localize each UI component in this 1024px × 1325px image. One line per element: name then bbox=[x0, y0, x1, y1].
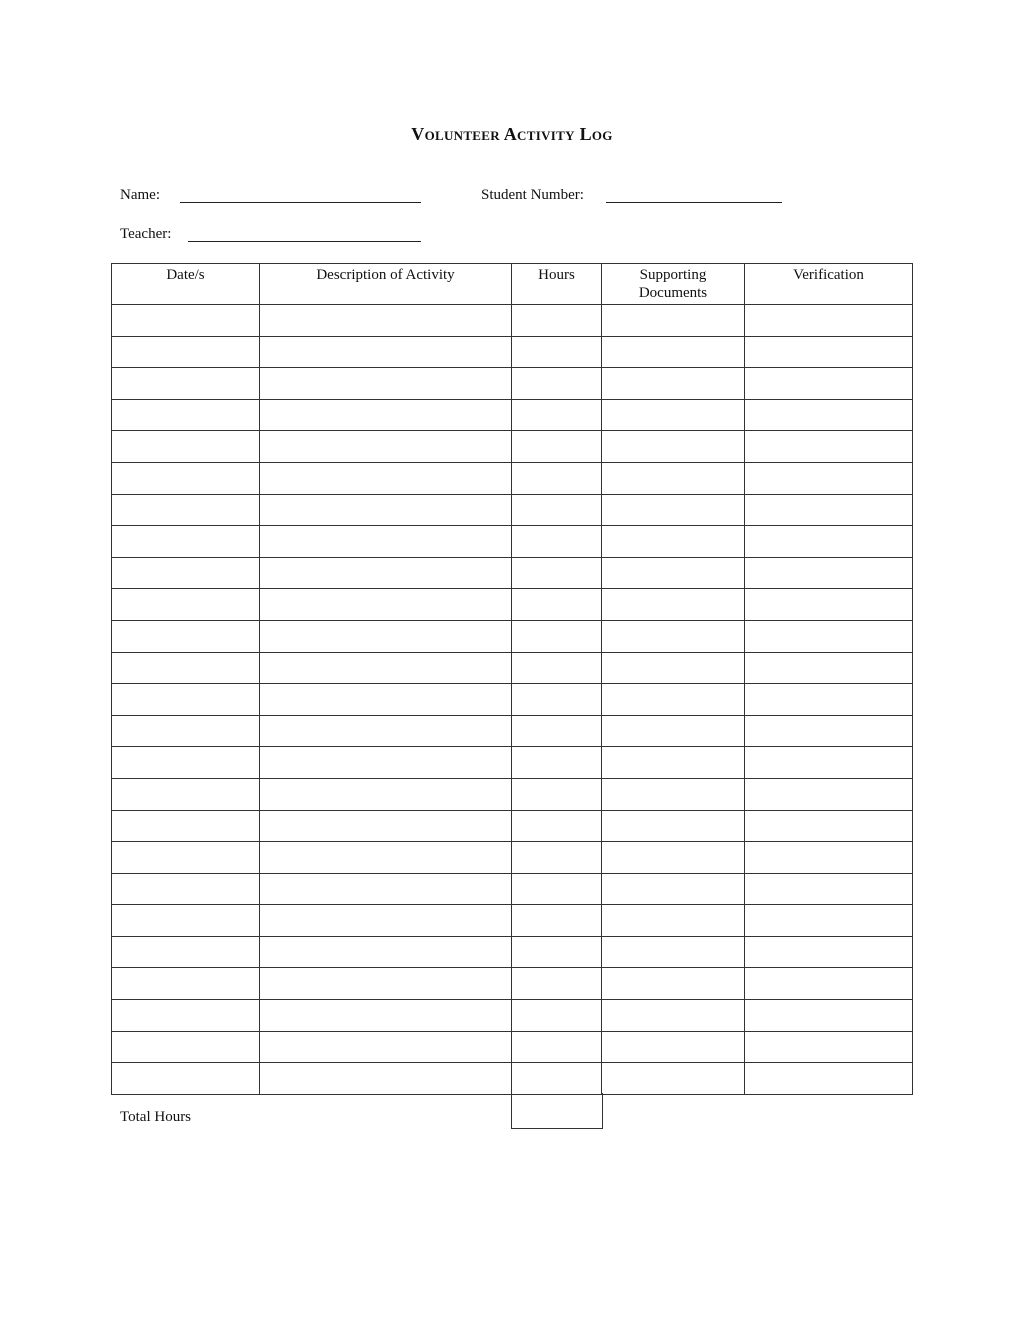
hours-cell[interactable] bbox=[512, 1063, 602, 1095]
header-verification: Verification bbox=[745, 264, 913, 305]
table-row bbox=[112, 494, 913, 526]
supporting-documents-cell[interactable] bbox=[602, 810, 745, 842]
date-cell[interactable] bbox=[112, 873, 260, 905]
description-cell[interactable] bbox=[260, 620, 512, 652]
verification-cell[interactable] bbox=[745, 431, 913, 463]
header-description: Description of Activity bbox=[260, 264, 512, 305]
verification-cell[interactable] bbox=[745, 494, 913, 526]
supporting-documents-cell[interactable] bbox=[602, 747, 745, 779]
table-body bbox=[112, 305, 913, 1095]
date-cell[interactable] bbox=[112, 1031, 260, 1063]
verification-cell[interactable] bbox=[745, 305, 913, 337]
description-cell[interactable] bbox=[260, 936, 512, 968]
supporting-documents-cell[interactable] bbox=[602, 1000, 745, 1032]
supporting-documents-cell[interactable] bbox=[602, 652, 745, 684]
supporting-documents-cell[interactable] bbox=[602, 399, 745, 431]
description-cell[interactable] bbox=[260, 399, 512, 431]
date-cell[interactable] bbox=[112, 494, 260, 526]
supporting-documents-cell[interactable] bbox=[602, 842, 745, 874]
description-cell[interactable] bbox=[260, 747, 512, 779]
student-number-label: Student Number: bbox=[481, 187, 584, 203]
table-row bbox=[112, 431, 913, 463]
header-hours: Hours bbox=[512, 264, 602, 305]
verification-cell[interactable] bbox=[745, 778, 913, 810]
date-cell[interactable] bbox=[112, 1000, 260, 1032]
hours-cell[interactable] bbox=[512, 620, 602, 652]
description-cell[interactable] bbox=[260, 873, 512, 905]
date-cell[interactable] bbox=[112, 557, 260, 589]
table-row bbox=[112, 936, 913, 968]
supporting-documents-cell[interactable] bbox=[602, 1031, 745, 1063]
description-cell[interactable] bbox=[260, 1000, 512, 1032]
hours-cell[interactable] bbox=[512, 936, 602, 968]
verification-cell[interactable] bbox=[745, 399, 913, 431]
date-cell[interactable] bbox=[112, 589, 260, 621]
description-cell[interactable] bbox=[260, 368, 512, 400]
verification-cell[interactable] bbox=[745, 747, 913, 779]
table-row bbox=[112, 557, 913, 589]
hours-cell[interactable] bbox=[512, 1031, 602, 1063]
activity-log-table bbox=[111, 263, 913, 1095]
table-row bbox=[112, 810, 913, 842]
table-row bbox=[112, 336, 913, 368]
description-cell[interactable] bbox=[260, 494, 512, 526]
hours-cell[interactable] bbox=[512, 810, 602, 842]
supporting-documents-cell[interactable] bbox=[602, 494, 745, 526]
verification-cell[interactable] bbox=[745, 1063, 913, 1095]
supporting-documents-cell[interactable] bbox=[602, 462, 745, 494]
verification-cell[interactable] bbox=[745, 684, 913, 716]
date-cell[interactable] bbox=[112, 336, 260, 368]
date-cell[interactable] bbox=[112, 810, 260, 842]
header-dates: Date/s bbox=[112, 264, 260, 305]
hours-cell[interactable] bbox=[512, 968, 602, 1000]
hours-cell[interactable] bbox=[512, 557, 602, 589]
supporting-documents-cell[interactable] bbox=[602, 305, 745, 337]
date-cell[interactable] bbox=[112, 399, 260, 431]
supporting-documents-cell[interactable] bbox=[602, 368, 745, 400]
date-cell[interactable] bbox=[112, 1063, 260, 1095]
table-row bbox=[112, 1000, 913, 1032]
verification-cell[interactable] bbox=[745, 368, 913, 400]
date-cell[interactable] bbox=[112, 715, 260, 747]
supporting-documents-cell[interactable] bbox=[602, 873, 745, 905]
description-cell[interactable] bbox=[260, 1063, 512, 1095]
hours-cell[interactable] bbox=[512, 368, 602, 400]
table-row bbox=[112, 778, 913, 810]
description-cell[interactable] bbox=[260, 778, 512, 810]
supporting-documents-cell[interactable] bbox=[602, 684, 745, 716]
description-cell[interactable] bbox=[260, 684, 512, 716]
teacher-label: Teacher: bbox=[120, 226, 172, 242]
verification-cell[interactable] bbox=[745, 652, 913, 684]
total-hours-label: Total Hours bbox=[120, 1109, 192, 1125]
description-cell[interactable] bbox=[260, 589, 512, 621]
description-cell[interactable] bbox=[260, 810, 512, 842]
hours-cell[interactable] bbox=[512, 1000, 602, 1032]
verification-cell[interactable] bbox=[745, 810, 913, 842]
date-cell[interactable] bbox=[112, 526, 260, 558]
header-supporting-documents-label: Supporting Documents bbox=[638, 267, 708, 301]
description-cell[interactable] bbox=[260, 557, 512, 589]
date-cell[interactable] bbox=[112, 431, 260, 463]
date-cell[interactable] bbox=[112, 778, 260, 810]
supporting-documents-cell[interactable] bbox=[602, 431, 745, 463]
table-header-row bbox=[112, 264, 913, 305]
name-blank[interactable] bbox=[180, 202, 421, 203]
hours-cell[interactable] bbox=[512, 873, 602, 905]
date-cell[interactable] bbox=[112, 936, 260, 968]
description-cell[interactable] bbox=[260, 336, 512, 368]
verification-cell[interactable] bbox=[745, 526, 913, 558]
student-number-field[interactable] bbox=[481, 187, 584, 204]
hours-cell[interactable] bbox=[512, 715, 602, 747]
hours-cell[interactable] bbox=[512, 778, 602, 810]
hours-cell[interactable] bbox=[512, 905, 602, 937]
supporting-documents-cell[interactable] bbox=[602, 557, 745, 589]
verification-cell[interactable] bbox=[745, 968, 913, 1000]
supporting-documents-cell[interactable] bbox=[602, 968, 745, 1000]
description-cell[interactable] bbox=[260, 715, 512, 747]
header-supporting-documents bbox=[602, 264, 745, 305]
supporting-documents-cell[interactable] bbox=[602, 778, 745, 810]
total-hours-box[interactable] bbox=[511, 1093, 603, 1129]
verification-cell[interactable] bbox=[745, 336, 913, 368]
table-row bbox=[112, 715, 913, 747]
description-cell[interactable] bbox=[260, 526, 512, 558]
table-row bbox=[112, 526, 913, 558]
table-row bbox=[112, 620, 913, 652]
date-cell[interactable] bbox=[112, 652, 260, 684]
table-row bbox=[112, 1063, 913, 1095]
table-row bbox=[112, 873, 913, 905]
table-row bbox=[112, 684, 913, 716]
description-cell[interactable] bbox=[260, 462, 512, 494]
description-cell[interactable] bbox=[260, 652, 512, 684]
date-cell[interactable] bbox=[112, 462, 260, 494]
date-cell[interactable] bbox=[112, 747, 260, 779]
hours-cell[interactable] bbox=[512, 842, 602, 874]
hours-cell[interactable] bbox=[512, 747, 602, 779]
hours-cell[interactable] bbox=[512, 589, 602, 621]
table-row bbox=[112, 589, 913, 621]
table-row bbox=[112, 368, 913, 400]
hours-cell[interactable] bbox=[512, 462, 602, 494]
date-cell[interactable] bbox=[112, 842, 260, 874]
name-label: Name: bbox=[120, 187, 160, 203]
name-field[interactable] bbox=[120, 187, 160, 204]
teacher-field[interactable] bbox=[120, 226, 171, 243]
date-cell[interactable] bbox=[112, 368, 260, 400]
supporting-documents-cell[interactable] bbox=[602, 1063, 745, 1095]
description-cell[interactable] bbox=[260, 305, 512, 337]
description-cell[interactable] bbox=[260, 431, 512, 463]
student-number-blank[interactable] bbox=[606, 202, 782, 203]
table-row bbox=[112, 652, 913, 684]
table-row bbox=[112, 462, 913, 494]
date-cell[interactable] bbox=[112, 305, 260, 337]
description-cell[interactable] bbox=[260, 968, 512, 1000]
supporting-documents-cell[interactable] bbox=[602, 336, 745, 368]
verification-cell[interactable] bbox=[745, 620, 913, 652]
description-cell[interactable] bbox=[260, 905, 512, 937]
verification-cell[interactable] bbox=[745, 557, 913, 589]
hours-cell[interactable] bbox=[512, 305, 602, 337]
page-title: Volunteer Activity Log bbox=[411, 124, 613, 144]
date-cell[interactable] bbox=[112, 968, 260, 1000]
verification-cell[interactable] bbox=[745, 589, 913, 621]
supporting-documents-cell[interactable] bbox=[602, 589, 745, 621]
description-cell[interactable] bbox=[260, 842, 512, 874]
supporting-documents-cell[interactable] bbox=[602, 620, 745, 652]
description-cell[interactable] bbox=[260, 1031, 512, 1063]
verification-cell[interactable] bbox=[745, 1000, 913, 1032]
table-row bbox=[112, 968, 913, 1000]
hours-cell[interactable] bbox=[512, 652, 602, 684]
verification-cell[interactable] bbox=[745, 905, 913, 937]
verification-cell[interactable] bbox=[745, 873, 913, 905]
hours-cell[interactable] bbox=[512, 494, 602, 526]
date-cell[interactable] bbox=[112, 905, 260, 937]
verification-cell[interactable] bbox=[745, 842, 913, 874]
table-row bbox=[112, 747, 913, 779]
hours-cell[interactable] bbox=[512, 431, 602, 463]
table-row bbox=[112, 305, 913, 337]
hours-cell[interactable] bbox=[512, 399, 602, 431]
supporting-documents-cell[interactable] bbox=[602, 905, 745, 937]
verification-cell[interactable] bbox=[745, 715, 913, 747]
supporting-documents-cell[interactable] bbox=[602, 936, 745, 968]
table-row bbox=[112, 842, 913, 874]
date-cell[interactable] bbox=[112, 620, 260, 652]
teacher-blank[interactable] bbox=[188, 241, 421, 242]
verification-cell[interactable] bbox=[745, 936, 913, 968]
date-cell[interactable] bbox=[112, 684, 260, 716]
supporting-documents-cell[interactable] bbox=[602, 526, 745, 558]
verification-cell[interactable] bbox=[745, 1031, 913, 1063]
table-row bbox=[112, 905, 913, 937]
table-row bbox=[112, 1031, 913, 1063]
verification-cell[interactable] bbox=[745, 462, 913, 494]
hours-cell[interactable] bbox=[512, 336, 602, 368]
hours-cell[interactable] bbox=[512, 684, 602, 716]
table-row bbox=[112, 399, 913, 431]
hours-cell[interactable] bbox=[512, 526, 602, 558]
supporting-documents-cell[interactable] bbox=[602, 715, 745, 747]
